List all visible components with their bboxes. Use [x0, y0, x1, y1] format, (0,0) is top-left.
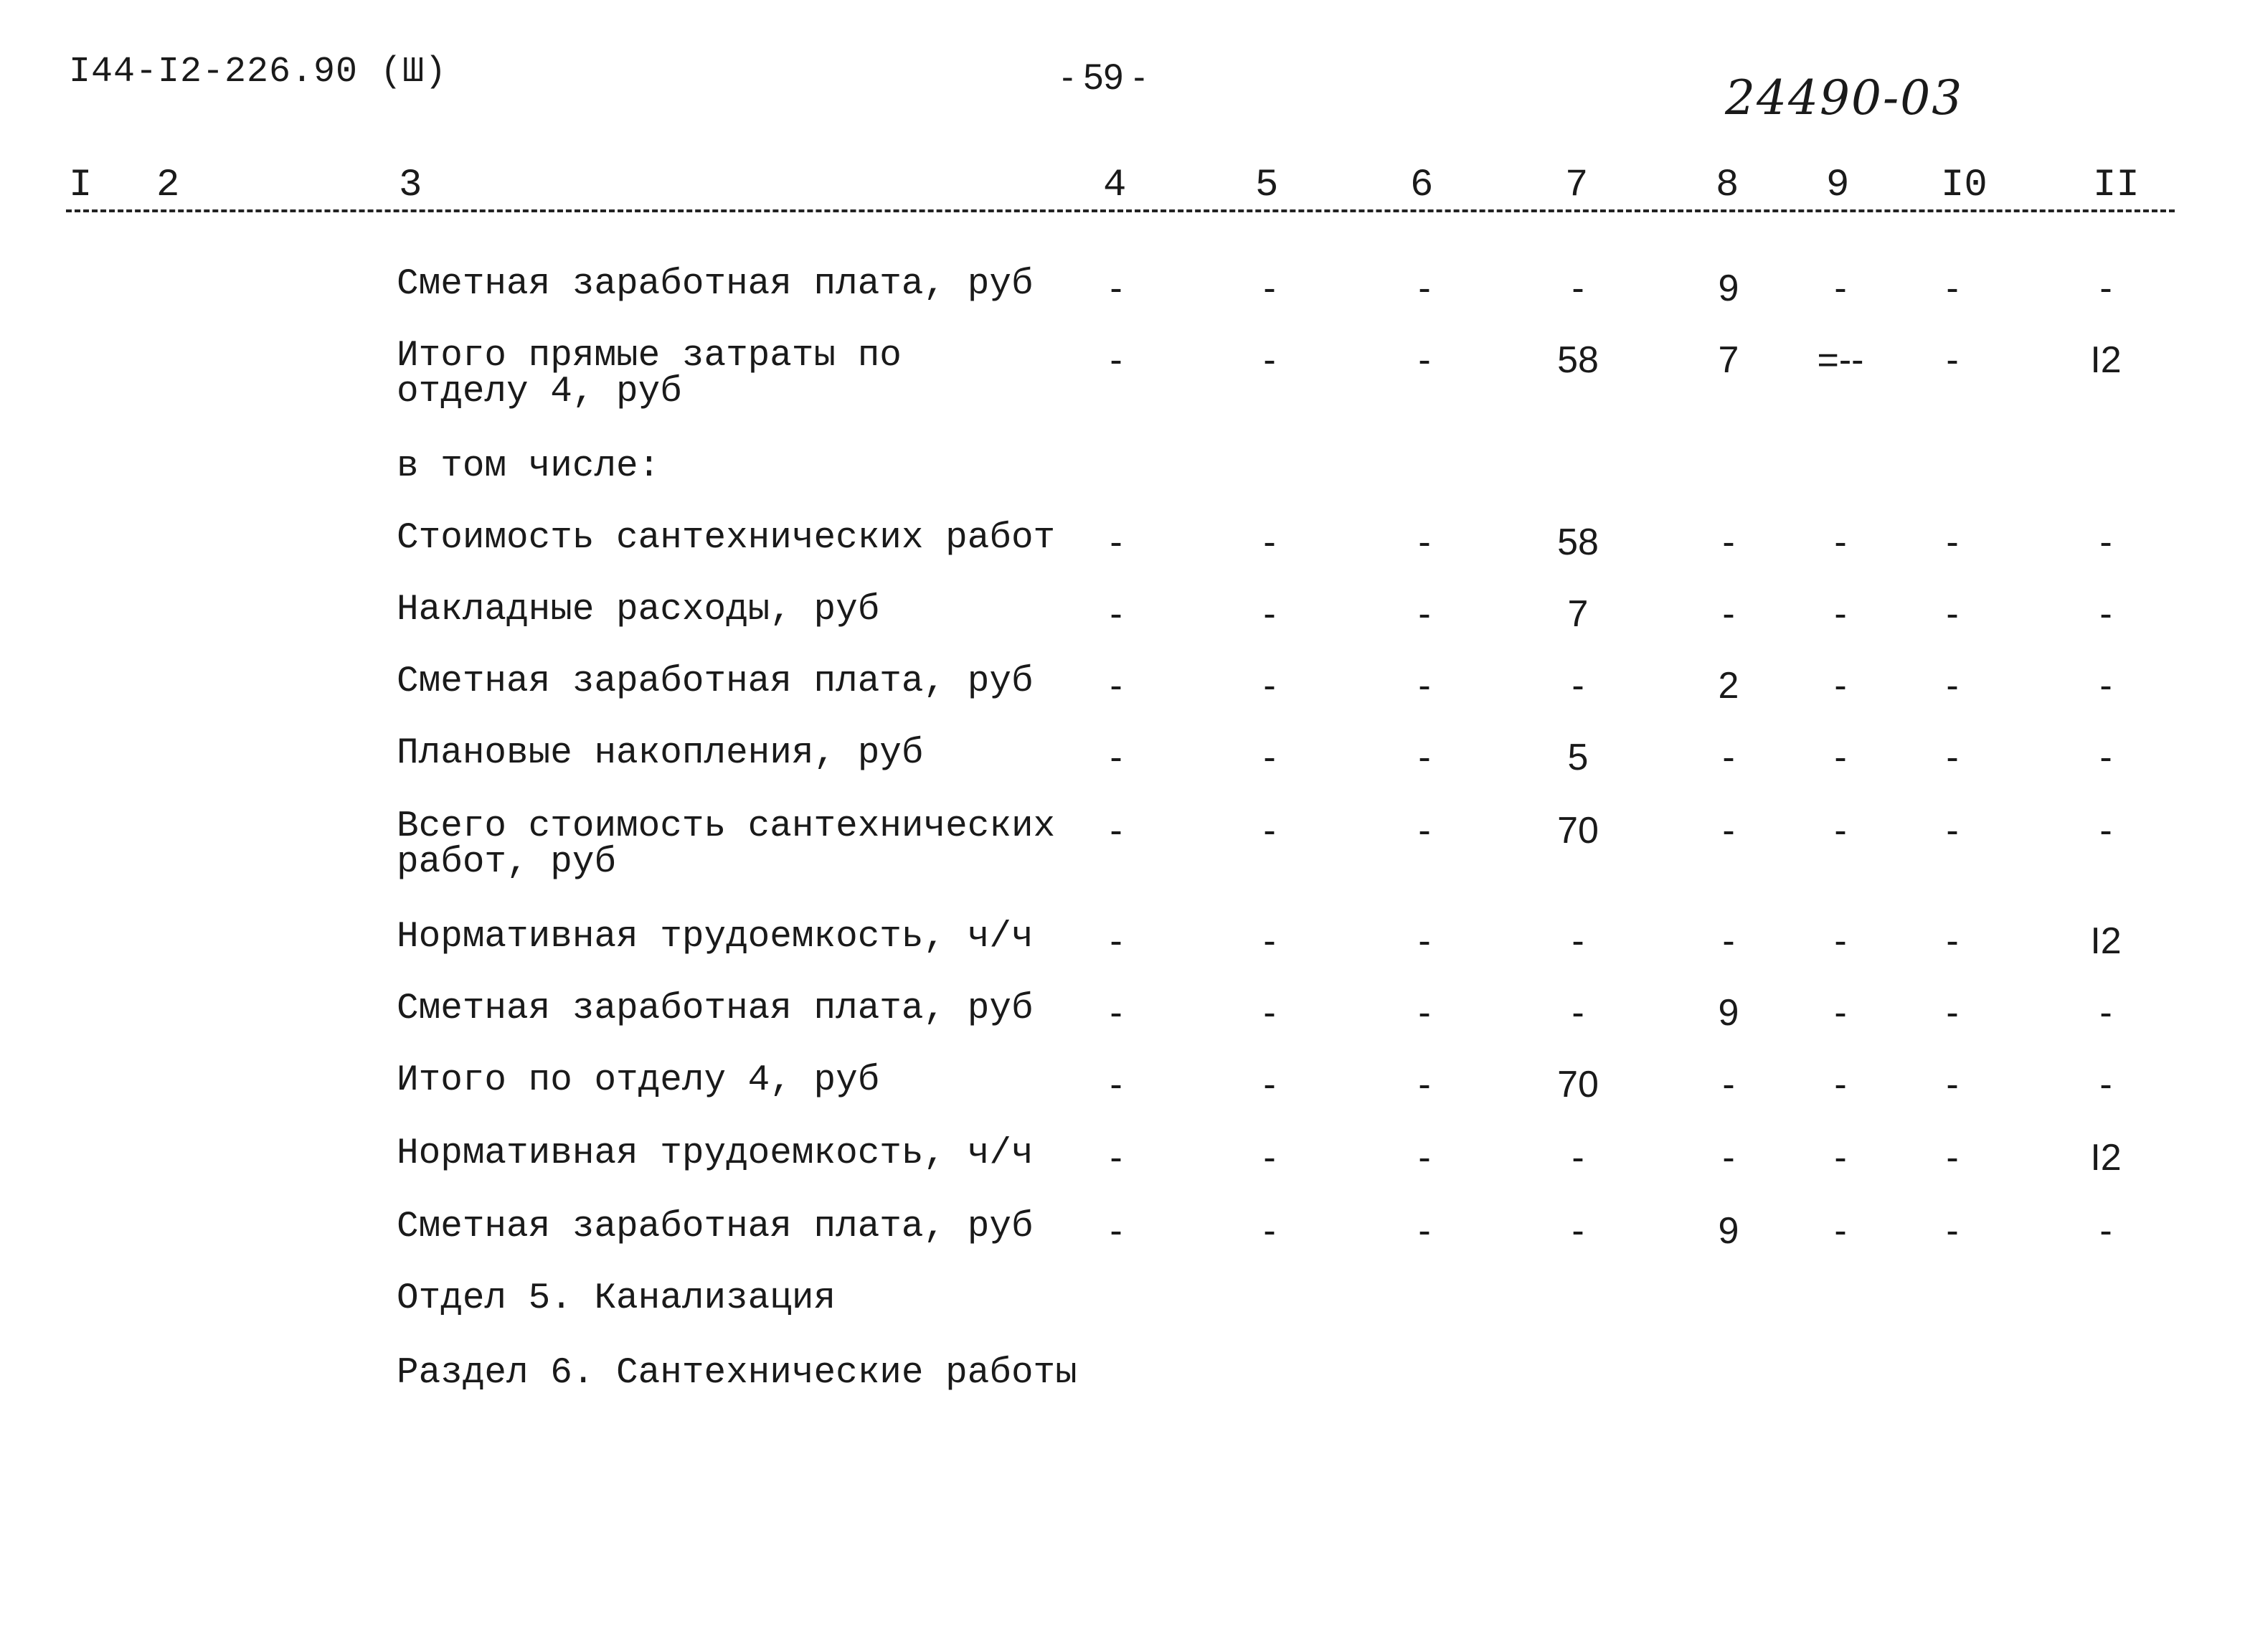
archive-number: 24490-03 — [1725, 70, 1964, 126]
table-cell: - — [1110, 737, 1122, 778]
table-cell: - — [1834, 665, 1847, 707]
table-cell: 7 — [1718, 339, 1739, 381]
table-cell: 70 — [1557, 810, 1599, 851]
table-cell: - — [2099, 521, 2112, 563]
row-label: Итого по отделу 4, руб — [397, 1060, 880, 1101]
table-cell: - — [1572, 665, 1584, 707]
table-cell: - — [1418, 1064, 1431, 1105]
table-cell: - — [1263, 593, 1276, 635]
column-header-4: 4 — [1103, 164, 1127, 207]
table-cell: - — [1110, 992, 1122, 1034]
table-cell: - — [1834, 1137, 1847, 1179]
table-cell: - — [1110, 268, 1122, 309]
row-label: Всего стоимость сантехнических — [397, 806, 1056, 847]
table-cell: - — [1110, 665, 1122, 707]
table-cell: - — [1263, 810, 1276, 851]
document-code: I44-I2-226.90 (Ш) — [69, 52, 448, 93]
table-cell: - — [1946, 521, 1959, 563]
table-cell: - — [1110, 1064, 1122, 1105]
table-cell: - — [1110, 593, 1122, 635]
table-cell: - — [1946, 737, 1959, 778]
table-cell: - — [1110, 521, 1122, 563]
row-label: Плановые накопления, руб — [397, 733, 924, 774]
table-cell: - — [1110, 1137, 1122, 1179]
row-label: Итого прямые затраты по — [397, 336, 902, 377]
table-cell: - — [1418, 268, 1431, 309]
table-cell: - — [1834, 920, 1847, 962]
table-cell: 9 — [1718, 1210, 1739, 1252]
table-cell: - — [1263, 737, 1276, 778]
table-cell: - — [1946, 920, 1959, 962]
table-cell: - — [1722, 737, 1735, 778]
table-cell: 70 — [1557, 1064, 1599, 1105]
table-cell: - — [1418, 1137, 1431, 1179]
table-cell: - — [1572, 920, 1584, 962]
table-cell: - — [1263, 1137, 1276, 1179]
table-cell: - — [1834, 737, 1847, 778]
table-cell: - — [1110, 339, 1122, 381]
column-header-6: 6 — [1410, 164, 1434, 207]
table-cell: - — [1834, 1064, 1847, 1105]
row-label: Сметная заработная плата, руб — [397, 988, 1034, 1029]
column-header-11: II — [2093, 164, 2140, 207]
table-cell: - — [1263, 521, 1276, 563]
table-cell: - — [1946, 1064, 1959, 1105]
table-cell: - — [1110, 920, 1122, 962]
table-cell: - — [1418, 992, 1431, 1034]
table-cell: - — [1946, 339, 1959, 381]
table-cell: - — [1946, 992, 1959, 1034]
table-cell: 58 — [1557, 339, 1599, 381]
table-cell: - — [1572, 992, 1584, 1034]
header-rule — [66, 209, 2175, 212]
table-cell: - — [1722, 810, 1735, 851]
row-label: Сметная заработная плата, руб — [397, 661, 1034, 702]
row-label: работ, руб — [397, 842, 617, 883]
table-cell: - — [1722, 920, 1735, 962]
table-cell: - — [1946, 593, 1959, 635]
table-cell: - — [2099, 1210, 2112, 1252]
table-cell: - — [1263, 268, 1276, 309]
table-cell: I2 — [2090, 1137, 2122, 1179]
table-cell: - — [1418, 920, 1431, 962]
row-label: в том числе: — [397, 446, 661, 487]
table-cell: - — [1946, 1137, 1959, 1179]
table-cell: 2 — [1718, 665, 1739, 707]
table-cell: - — [1418, 665, 1431, 707]
table-cell: 58 — [1557, 521, 1599, 563]
table-cell: - — [1834, 593, 1847, 635]
table-cell: - — [2099, 992, 2112, 1034]
table-cell: - — [1834, 810, 1847, 851]
row-label: отделу 4, руб — [397, 372, 682, 412]
table-cell: - — [1946, 268, 1959, 309]
table-cell: I2 — [2090, 920, 2122, 962]
table-cell: 5 — [1567, 737, 1589, 778]
table-cell: - — [1722, 1137, 1735, 1179]
table-cell: - — [1946, 810, 1959, 851]
table-cell: I2 — [2090, 339, 2122, 381]
table-cell: - — [1834, 992, 1847, 1034]
table-cell: - — [2099, 1064, 2112, 1105]
table-cell: - — [1263, 665, 1276, 707]
table-cell: - — [2099, 665, 2112, 707]
row-label: Раздел 6. Сантехнические работы — [397, 1353, 1077, 1394]
table-cell: - — [1418, 521, 1431, 563]
table-cell: - — [2099, 810, 2112, 851]
table-cell: 7 — [1567, 593, 1589, 635]
row-label: Стоимость сантехнических работ — [397, 518, 1056, 559]
table-cell: - — [1110, 810, 1122, 851]
column-header-10: I0 — [1941, 164, 1988, 207]
column-header-1: I — [69, 164, 93, 207]
page-number: - 59 - — [1062, 57, 1145, 97]
column-header-5: 5 — [1255, 164, 1279, 207]
table-cell: - — [1418, 737, 1431, 778]
table-cell: - — [1418, 810, 1431, 851]
table-cell: - — [1418, 593, 1431, 635]
table-cell: - — [1418, 1210, 1431, 1252]
column-header-3: 3 — [399, 164, 422, 207]
table-cell: - — [1946, 665, 1959, 707]
table-cell: - — [2099, 268, 2112, 309]
table-cell: - — [1722, 1064, 1735, 1105]
column-header-9: 9 — [1826, 164, 1850, 207]
column-header-2: 2 — [156, 164, 180, 207]
table-cell: - — [1946, 1210, 1959, 1252]
table-cell: - — [1418, 339, 1431, 381]
table-cell: - — [1572, 1210, 1584, 1252]
row-label: Сметная заработная плата, руб — [397, 264, 1034, 305]
row-label: Отдел 5. Канализация — [397, 1278, 836, 1319]
table-cell: - — [2099, 593, 2112, 635]
row-label: Нормативная трудоемкость, ч/ч — [397, 1133, 1034, 1174]
row-label: Накладные расходы, руб — [397, 590, 880, 631]
table-cell: - — [1722, 521, 1735, 563]
table-cell: =-- — [1817, 339, 1864, 381]
table-cell: - — [1263, 339, 1276, 381]
table-cell: - — [1263, 1064, 1276, 1105]
table-cell: - — [1834, 1210, 1847, 1252]
table-cell: - — [1834, 268, 1847, 309]
table-cell: - — [1722, 593, 1735, 635]
row-label: Сметная заработная плата, руб — [397, 1207, 1034, 1247]
table-cell: - — [1263, 1210, 1276, 1252]
table-cell: - — [2099, 737, 2112, 778]
table-cell: 9 — [1718, 268, 1739, 309]
table-cell: 9 — [1718, 992, 1739, 1034]
table-cell: - — [1263, 920, 1276, 962]
column-header-7: 7 — [1565, 164, 1589, 207]
column-header-8: 8 — [1716, 164, 1739, 207]
table-cell: - — [1572, 1137, 1584, 1179]
table-cell: - — [1110, 1210, 1122, 1252]
table-cell: - — [1263, 992, 1276, 1034]
row-label: Нормативная трудоемкость, ч/ч — [397, 917, 1034, 958]
table-cell: - — [1572, 268, 1584, 309]
table-cell: - — [1834, 521, 1847, 563]
